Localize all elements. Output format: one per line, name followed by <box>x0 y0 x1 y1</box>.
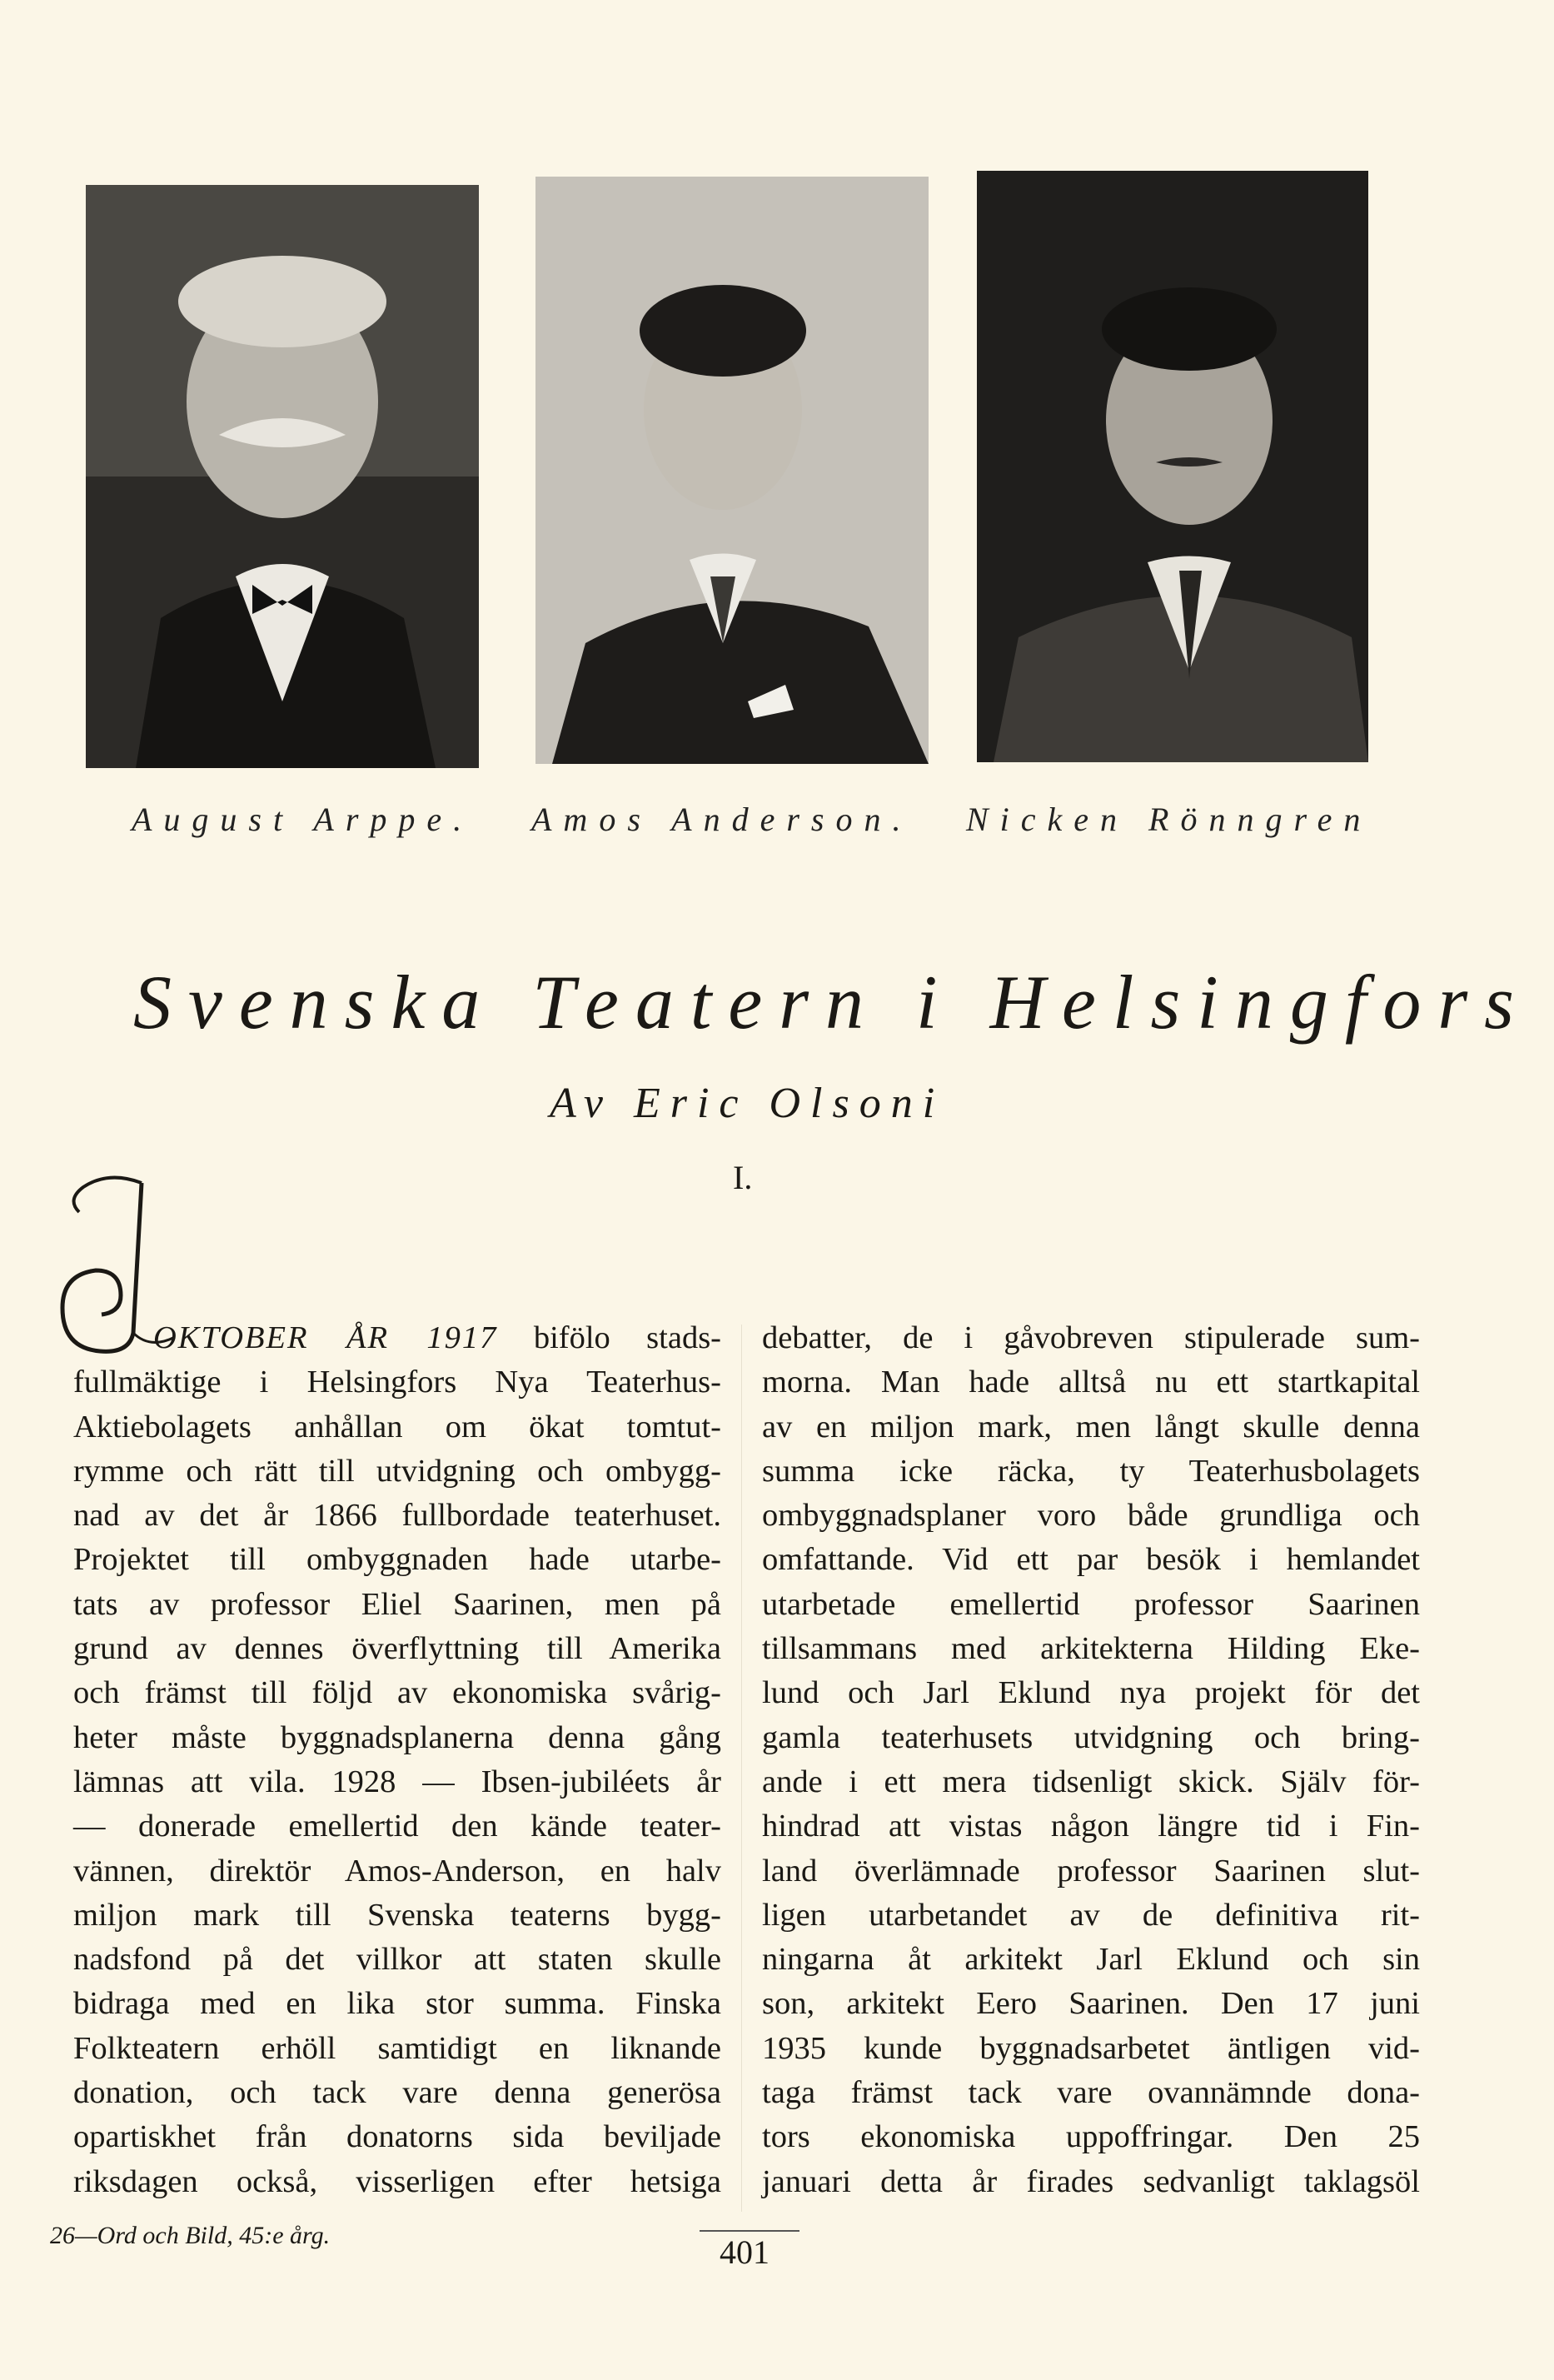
text-line: miljon mark till Svenska teaterns bygg- <box>73 1897 721 1933</box>
text-line: Projektet till ombyggnaden hade utarbe- <box>73 1542 721 1578</box>
text-line: hindrad att vistas någon längre tid i Fin- <box>762 1809 1420 1844</box>
caption-portrait-2: Amos Anderson. <box>531 801 913 838</box>
text-line: bidraga med en lika stor summa. Finska <box>73 1986 721 2022</box>
page-number: 401 <box>720 2233 770 2271</box>
text-line: lund och Jarl Eklund nya projekt för det <box>762 1675 1420 1711</box>
footer-rule <box>700 2230 799 2232</box>
text-line: ningarna åt arkitekt Jarl Eklund och sin <box>762 1942 1420 1978</box>
text-line: opartiskhet från donatorns sida beviljade <box>73 2119 721 2155</box>
footer-publication-info: 26—Ord och Bild, 45:e årg. <box>50 2222 331 2249</box>
body-column-left <box>73 1316 721 2204</box>
text-line: januari detta år firades sedvanligt taklagsöl <box>762 2163 1420 2199</box>
text-line: rymme och rätt till utvidgning och ombygg- <box>73 1453 721 1489</box>
text-line: 1935 kunde byggnadsarbetet äntligen vid- <box>762 2030 1420 2066</box>
text-line: land överlämnade professor Saarinen slut- <box>762 1853 1420 1889</box>
text-line: — donerade emellertid den kände teater- <box>73 1809 721 1844</box>
text-line: ande i ett mera tidsenligt skick. Själv för- <box>762 1764 1420 1799</box>
text-line: av en miljon mark, men långt skulle denna <box>762 1409 1420 1444</box>
caption-portrait-3: Nicken Rönngren <box>966 801 1372 838</box>
text-line: son, arkitekt Eero Saarinen. Den 17 juni <box>762 1986 1420 2022</box>
text-line: taga främst tack vare ovannämnde dona- <box>762 2075 1420 2111</box>
text-line: summa icke räcka, ty Teaterhusbolagets <box>762 1453 1420 1489</box>
text-line: heter måste byggnadsplanerna denna gång <box>73 1719 721 1755</box>
text-line: tillsammans med arkitekterna Hilding Eke- <box>762 1631 1420 1667</box>
text-line: donation, och tack vare denna generösa <box>73 2075 721 2111</box>
portrait-nicken-ronngren <box>977 171 1368 762</box>
text-line: riksdagen också, visserligen efter hetsiga <box>73 2163 721 2199</box>
text-line: och främst till följd av ekonomiska svårig- <box>73 1675 721 1711</box>
opening-small-caps: OKTOBER ÅR 1917 <box>153 1320 498 1355</box>
caption-portrait-1: August Arppe. <box>132 801 474 838</box>
text-line: ligen utarbetandet av de definitiva rit- <box>762 1897 1420 1933</box>
text-line: omfattande. Vid ett par besök i hemlandet <box>762 1542 1420 1578</box>
text-line: gamla teaterhusets utvidgning och bring- <box>762 1719 1420 1755</box>
text-line: fullmäktige i Helsingfors Nya Teaterhus- <box>73 1365 721 1400</box>
text-line: vännen, direktör Amos-Anderson, en halv <box>73 1853 721 1889</box>
column-divider <box>741 1325 742 2212</box>
text-line: nadsfond på det villkor att staten skulle <box>73 1942 721 1978</box>
column-first-line <box>73 1316 721 1360</box>
text-line: grund av dennes överflyttning till Amerika <box>73 1631 721 1667</box>
portrait-amos-anderson <box>535 177 929 764</box>
text-line: bifölo stads- <box>533 1320 721 1355</box>
text-line: debatter, de i gåvobreven stipulerade sum- <box>762 1320 1420 1355</box>
text-line: utarbetade emellertid professor Saarinen <box>762 1586 1420 1622</box>
text-line: ombyggnadsplaner voro både grundliga och <box>762 1498 1420 1534</box>
text-line: lämnas att vila. 1928 — Ibsen-jubiléets år <box>73 1764 721 1799</box>
text-line: tors ekonomiska uppoffringar. Den 25 <box>762 2119 1420 2155</box>
text-line: Folkteatern erhöll samtidigt en liknande <box>73 2030 721 2066</box>
portrait-august-arppe <box>86 185 479 768</box>
body-column-right <box>762 1316 1420 2204</box>
text-line: Aktiebolagets anhållan om ökat tomtut- <box>73 1409 721 1444</box>
text-line: morna. Man hade alltså nu ett startkapital <box>762 1365 1420 1400</box>
text-line: tats av professor Eliel Saarinen, men på <box>73 1586 721 1622</box>
article-byline: Av Eric Olsoni <box>550 1080 945 1127</box>
section-number: I. <box>733 1159 753 1196</box>
text-line: nad av det år 1866 fullbordade teaterhuset. <box>73 1498 721 1534</box>
article-title: Svenska Teatern i Helsingfors <box>133 960 1531 1045</box>
